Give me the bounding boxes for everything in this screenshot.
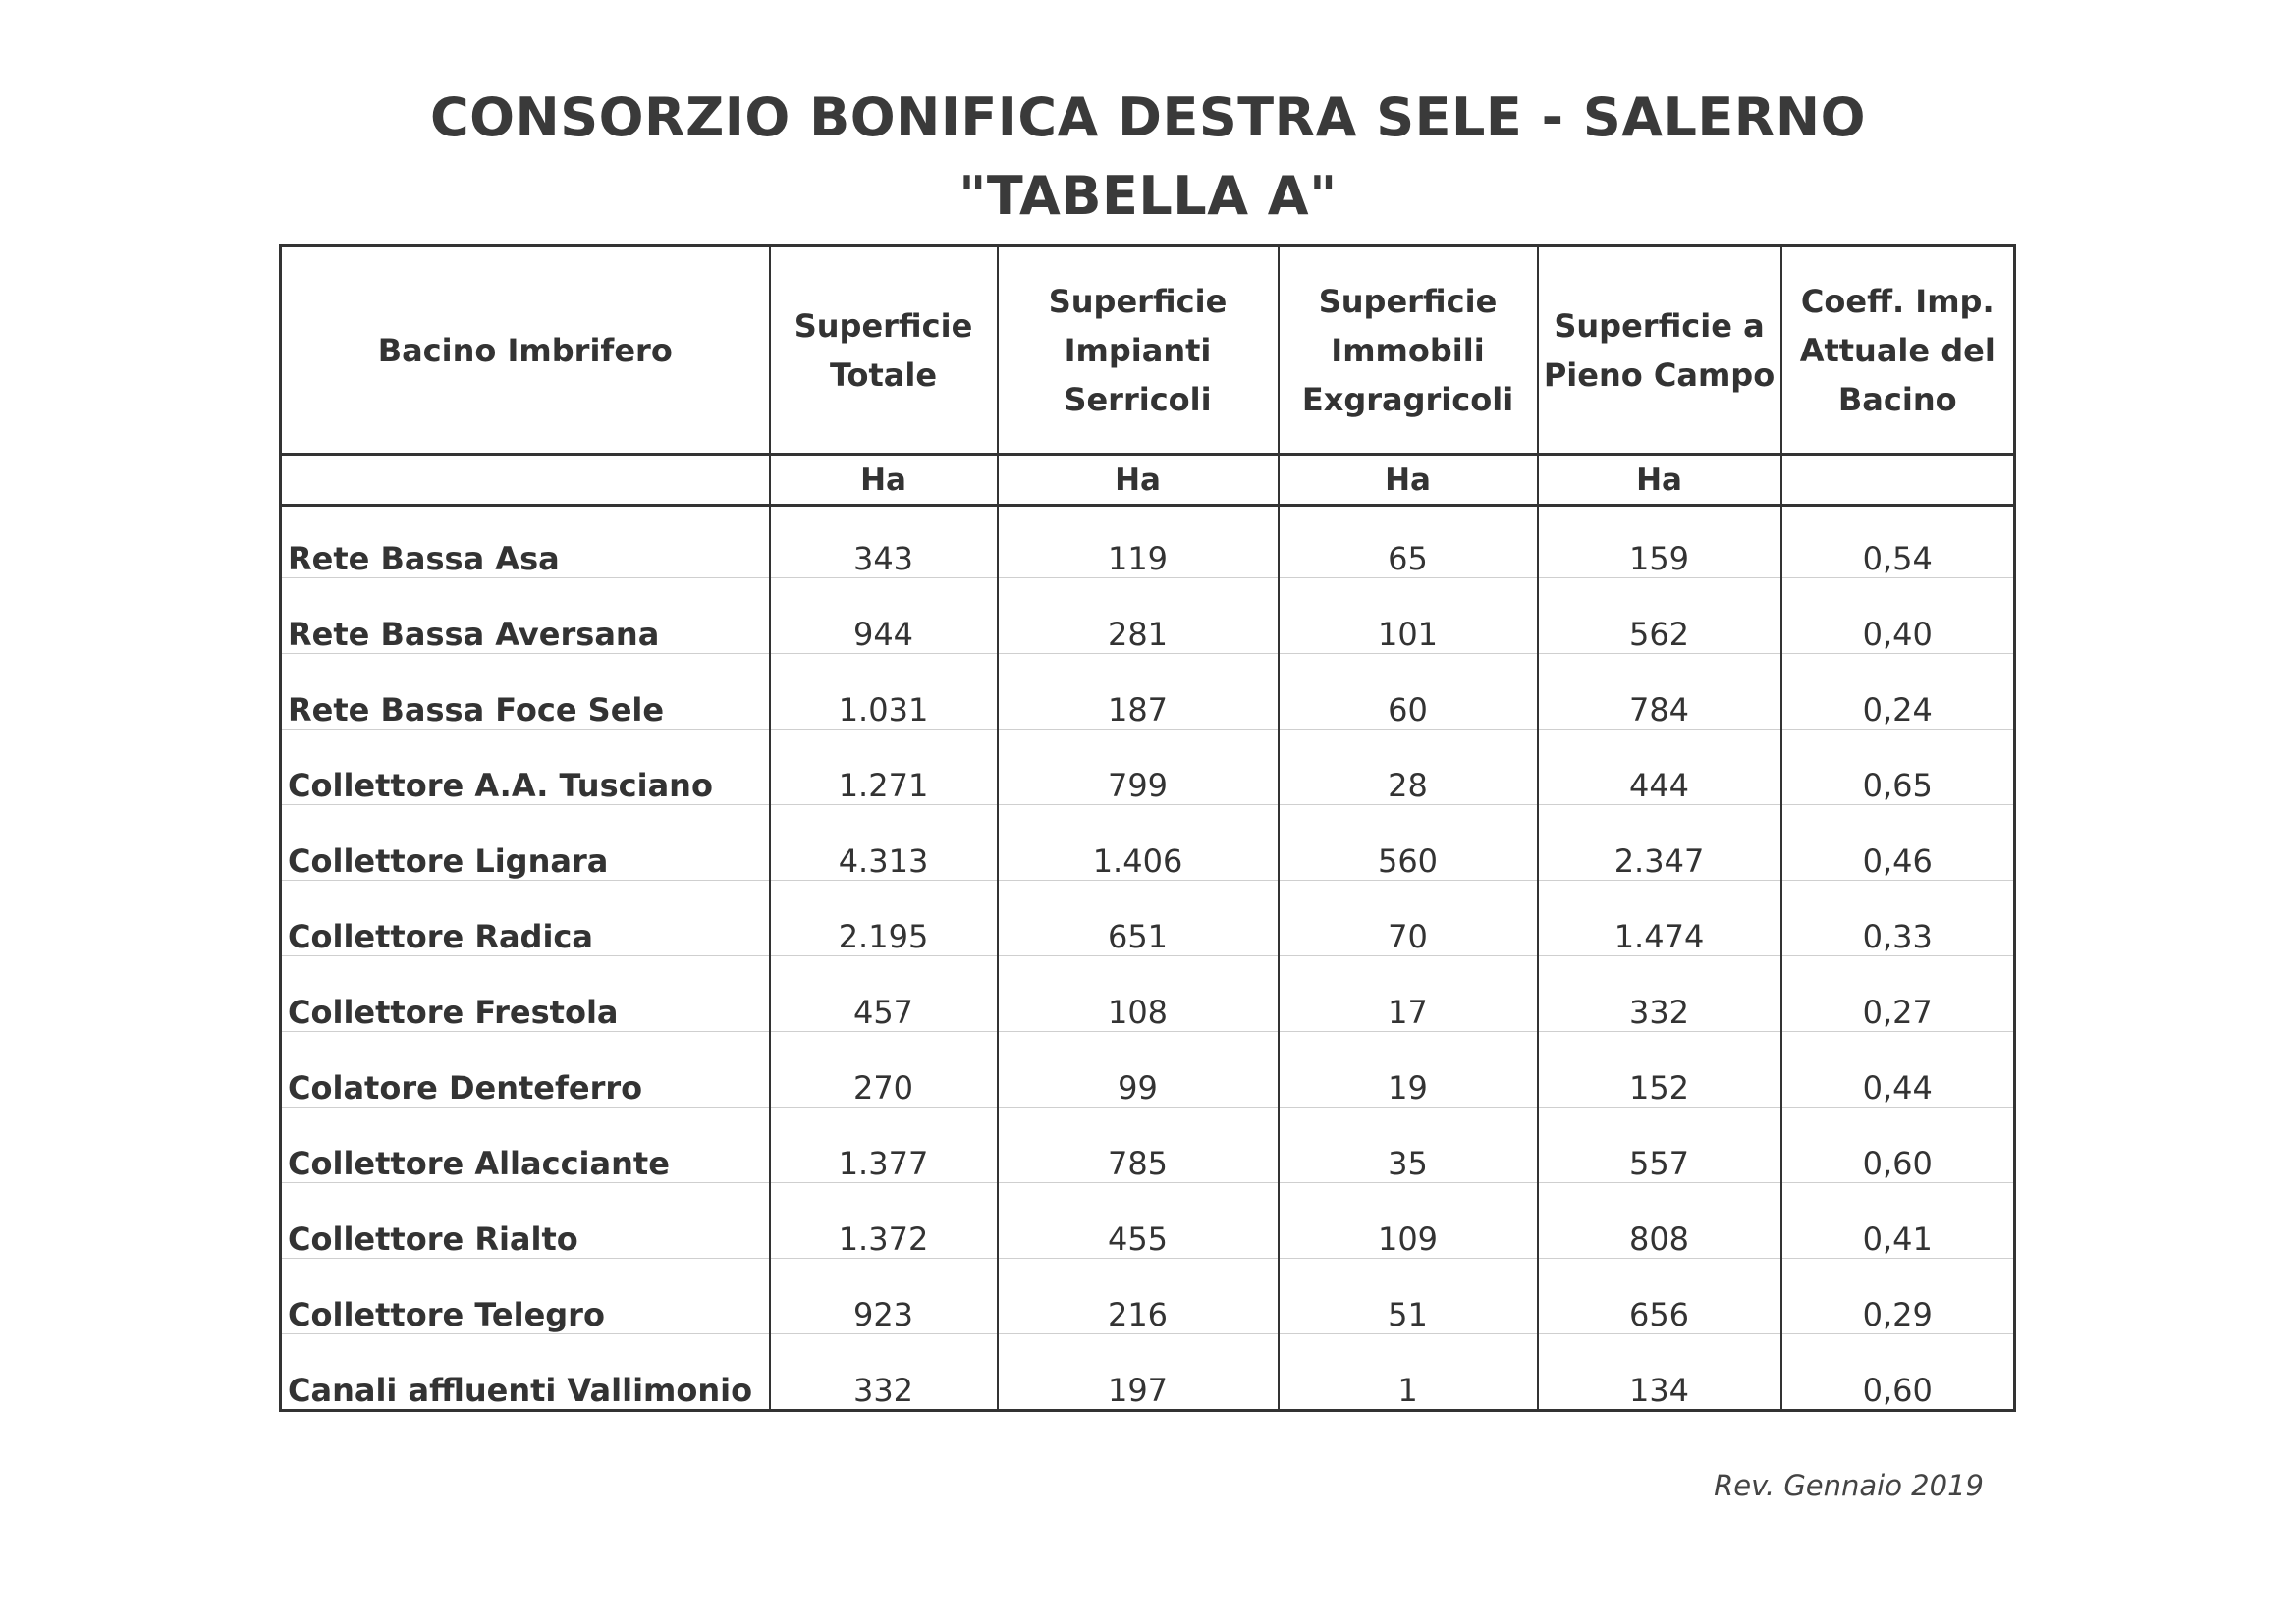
superficie-pieno-campo-cell: 134 [1538, 1334, 1781, 1411]
table-row [281, 805, 2015, 881]
superficie-serricoli-cell: 785 [998, 1108, 1279, 1183]
superficie-serricoli-cell: 455 [998, 1183, 1279, 1259]
superficie-exgragricoli-cell: 35 [1279, 1108, 1538, 1183]
basin-name-cell: Rete Bassa Aversana [281, 578, 770, 654]
table-body [281, 506, 2015, 1411]
superficie-totale-cell: 332 [770, 1334, 998, 1411]
unit-cell: Ha [998, 455, 1279, 506]
header-bacino: Bacino Imbrifero [281, 246, 770, 455]
superficie-serricoli-cell: 99 [998, 1032, 1279, 1108]
superficie-serricoli-cell: 119 [998, 506, 1279, 578]
table-row [281, 506, 2015, 578]
coefficiente-cell: 0,41 [1781, 1183, 2015, 1259]
table-row [281, 654, 2015, 730]
table-row [281, 730, 2015, 805]
unit-cell: Ha [770, 455, 998, 506]
superficie-pieno-campo-cell: 562 [1538, 578, 1781, 654]
coefficiente-cell: 0,65 [1781, 730, 2015, 805]
coefficiente-cell: 0,60 [1781, 1334, 2015, 1411]
superficie-exgragricoli-cell: 17 [1279, 956, 1538, 1032]
basin-name-cell: Collettore Lignara [281, 805, 770, 881]
superficie-serricoli-cell: 799 [998, 730, 1279, 805]
superficie-totale-cell: 944 [770, 578, 998, 654]
header-row [281, 246, 2015, 455]
superficie-totale-cell: 2.195 [770, 881, 998, 956]
superficie-totale-cell: 923 [770, 1259, 998, 1334]
superficie-serricoli-cell: 216 [998, 1259, 1279, 1334]
table-row [281, 1183, 2015, 1259]
superficie-pieno-campo-cell: 444 [1538, 730, 1781, 805]
header-superficie-pieno-campo: Superficie a Pieno Campo [1538, 246, 1781, 455]
superficie-exgragricoli-cell: 19 [1279, 1032, 1538, 1108]
coefficiente-cell: 0,60 [1781, 1108, 2015, 1183]
document-subtitle: "TABELLA A" [958, 165, 1338, 227]
basin-table [279, 244, 2016, 1412]
superficie-totale-cell: 1.372 [770, 1183, 998, 1259]
superficie-totale-cell: 1.271 [770, 730, 998, 805]
superficie-pieno-campo-cell: 656 [1538, 1259, 1781, 1334]
superficie-exgragricoli-cell: 1 [1279, 1334, 1538, 1411]
coefficiente-cell: 0,44 [1781, 1032, 2015, 1108]
coefficiente-cell: 0,46 [1781, 805, 2015, 881]
superficie-pieno-campo-cell: 159 [1538, 506, 1781, 578]
superficie-totale-cell: 1.031 [770, 654, 998, 730]
superficie-exgragricoli-cell: 101 [1279, 578, 1538, 654]
table-row [281, 1334, 2015, 1411]
superficie-totale-cell: 457 [770, 956, 998, 1032]
superficie-totale-cell: 4.313 [770, 805, 998, 881]
basin-name-cell: Collettore Radica [281, 881, 770, 956]
superficie-pieno-campo-cell: 557 [1538, 1108, 1781, 1183]
basin-name-cell: Collettore Telegro [281, 1259, 770, 1334]
unit-cell: Ha [1279, 455, 1538, 506]
superficie-pieno-campo-cell: 784 [1538, 654, 1781, 730]
superficie-serricoli-cell: 187 [998, 654, 1279, 730]
coefficiente-cell: 0,27 [1781, 956, 2015, 1032]
superficie-serricoli-cell: 651 [998, 881, 1279, 956]
superficie-exgragricoli-cell: 65 [1279, 506, 1538, 578]
basin-name-cell: Canali affluenti Vallimonio [281, 1334, 770, 1411]
superficie-serricoli-cell: 108 [998, 956, 1279, 1032]
header-superficie-serricoli: Superficie Impianti Serricoli [998, 246, 1279, 455]
header-superficie-exgragricoli: Superficie Immobili Exgragricoli [1279, 246, 1538, 455]
superficie-totale-cell: 270 [770, 1032, 998, 1108]
coefficiente-cell: 0,40 [1781, 578, 2015, 654]
coefficiente-cell: 0,33 [1781, 881, 2015, 956]
coefficiente-cell: 0,29 [1781, 1259, 2015, 1334]
document-title: CONSORZIO BONIFICA DESTRA SELE - SALERNO [430, 86, 1866, 148]
superficie-exgragricoli-cell: 560 [1279, 805, 1538, 881]
header-coefficiente: Coeff. Imp. Attuale del Bacino [1781, 246, 2015, 455]
table-row [281, 881, 2015, 956]
table-row [281, 956, 2015, 1032]
superficie-pieno-campo-cell: 2.347 [1538, 805, 1781, 881]
table-row [281, 1032, 2015, 1108]
superficie-exgragricoli-cell: 109 [1279, 1183, 1538, 1259]
coefficiente-cell: 0,24 [1781, 654, 2015, 730]
superficie-serricoli-cell: 281 [998, 578, 1279, 654]
basin-name-cell: Collettore Allacciante [281, 1108, 770, 1183]
superficie-exgragricoli-cell: 60 [1279, 654, 1538, 730]
basin-name-cell: Collettore Rialto [281, 1183, 770, 1259]
units-row [281, 455, 2015, 506]
basin-name-cell: Collettore A.A. Tusciano [281, 730, 770, 805]
superficie-exgragricoli-cell: 28 [1279, 730, 1538, 805]
unit-cell: Ha [1538, 455, 1781, 506]
superficie-totale-cell: 343 [770, 506, 998, 578]
superficie-pieno-campo-cell: 1.474 [1538, 881, 1781, 956]
basin-name-cell: Collettore Frestola [281, 956, 770, 1032]
superficie-exgragricoli-cell: 51 [1279, 1259, 1538, 1334]
basin-name-cell: Rete Bassa Foce Sele [281, 654, 770, 730]
table-row [281, 1108, 2015, 1183]
superficie-pieno-campo-cell: 332 [1538, 956, 1781, 1032]
header-superficie-totale: Superficie Totale [770, 246, 998, 455]
basin-name-cell: Rete Bassa Asa [281, 506, 770, 578]
table-row [281, 578, 2015, 654]
coefficiente-cell: 0,54 [1781, 506, 2015, 578]
unit-cell [281, 455, 770, 506]
superficie-exgragricoli-cell: 70 [1279, 881, 1538, 956]
superficie-totale-cell: 1.377 [770, 1108, 998, 1183]
basin-name-cell: Colatore Denteferro [281, 1032, 770, 1108]
superficie-pieno-campo-cell: 808 [1538, 1183, 1781, 1259]
revision-note: Rev. Gennaio 2019 [1714, 1469, 1984, 1502]
table-row [281, 1259, 2015, 1334]
superficie-serricoli-cell: 197 [998, 1334, 1279, 1411]
superficie-pieno-campo-cell: 152 [1538, 1032, 1781, 1108]
superficie-serricoli-cell: 1.406 [998, 805, 1279, 881]
unit-cell [1781, 455, 2015, 506]
